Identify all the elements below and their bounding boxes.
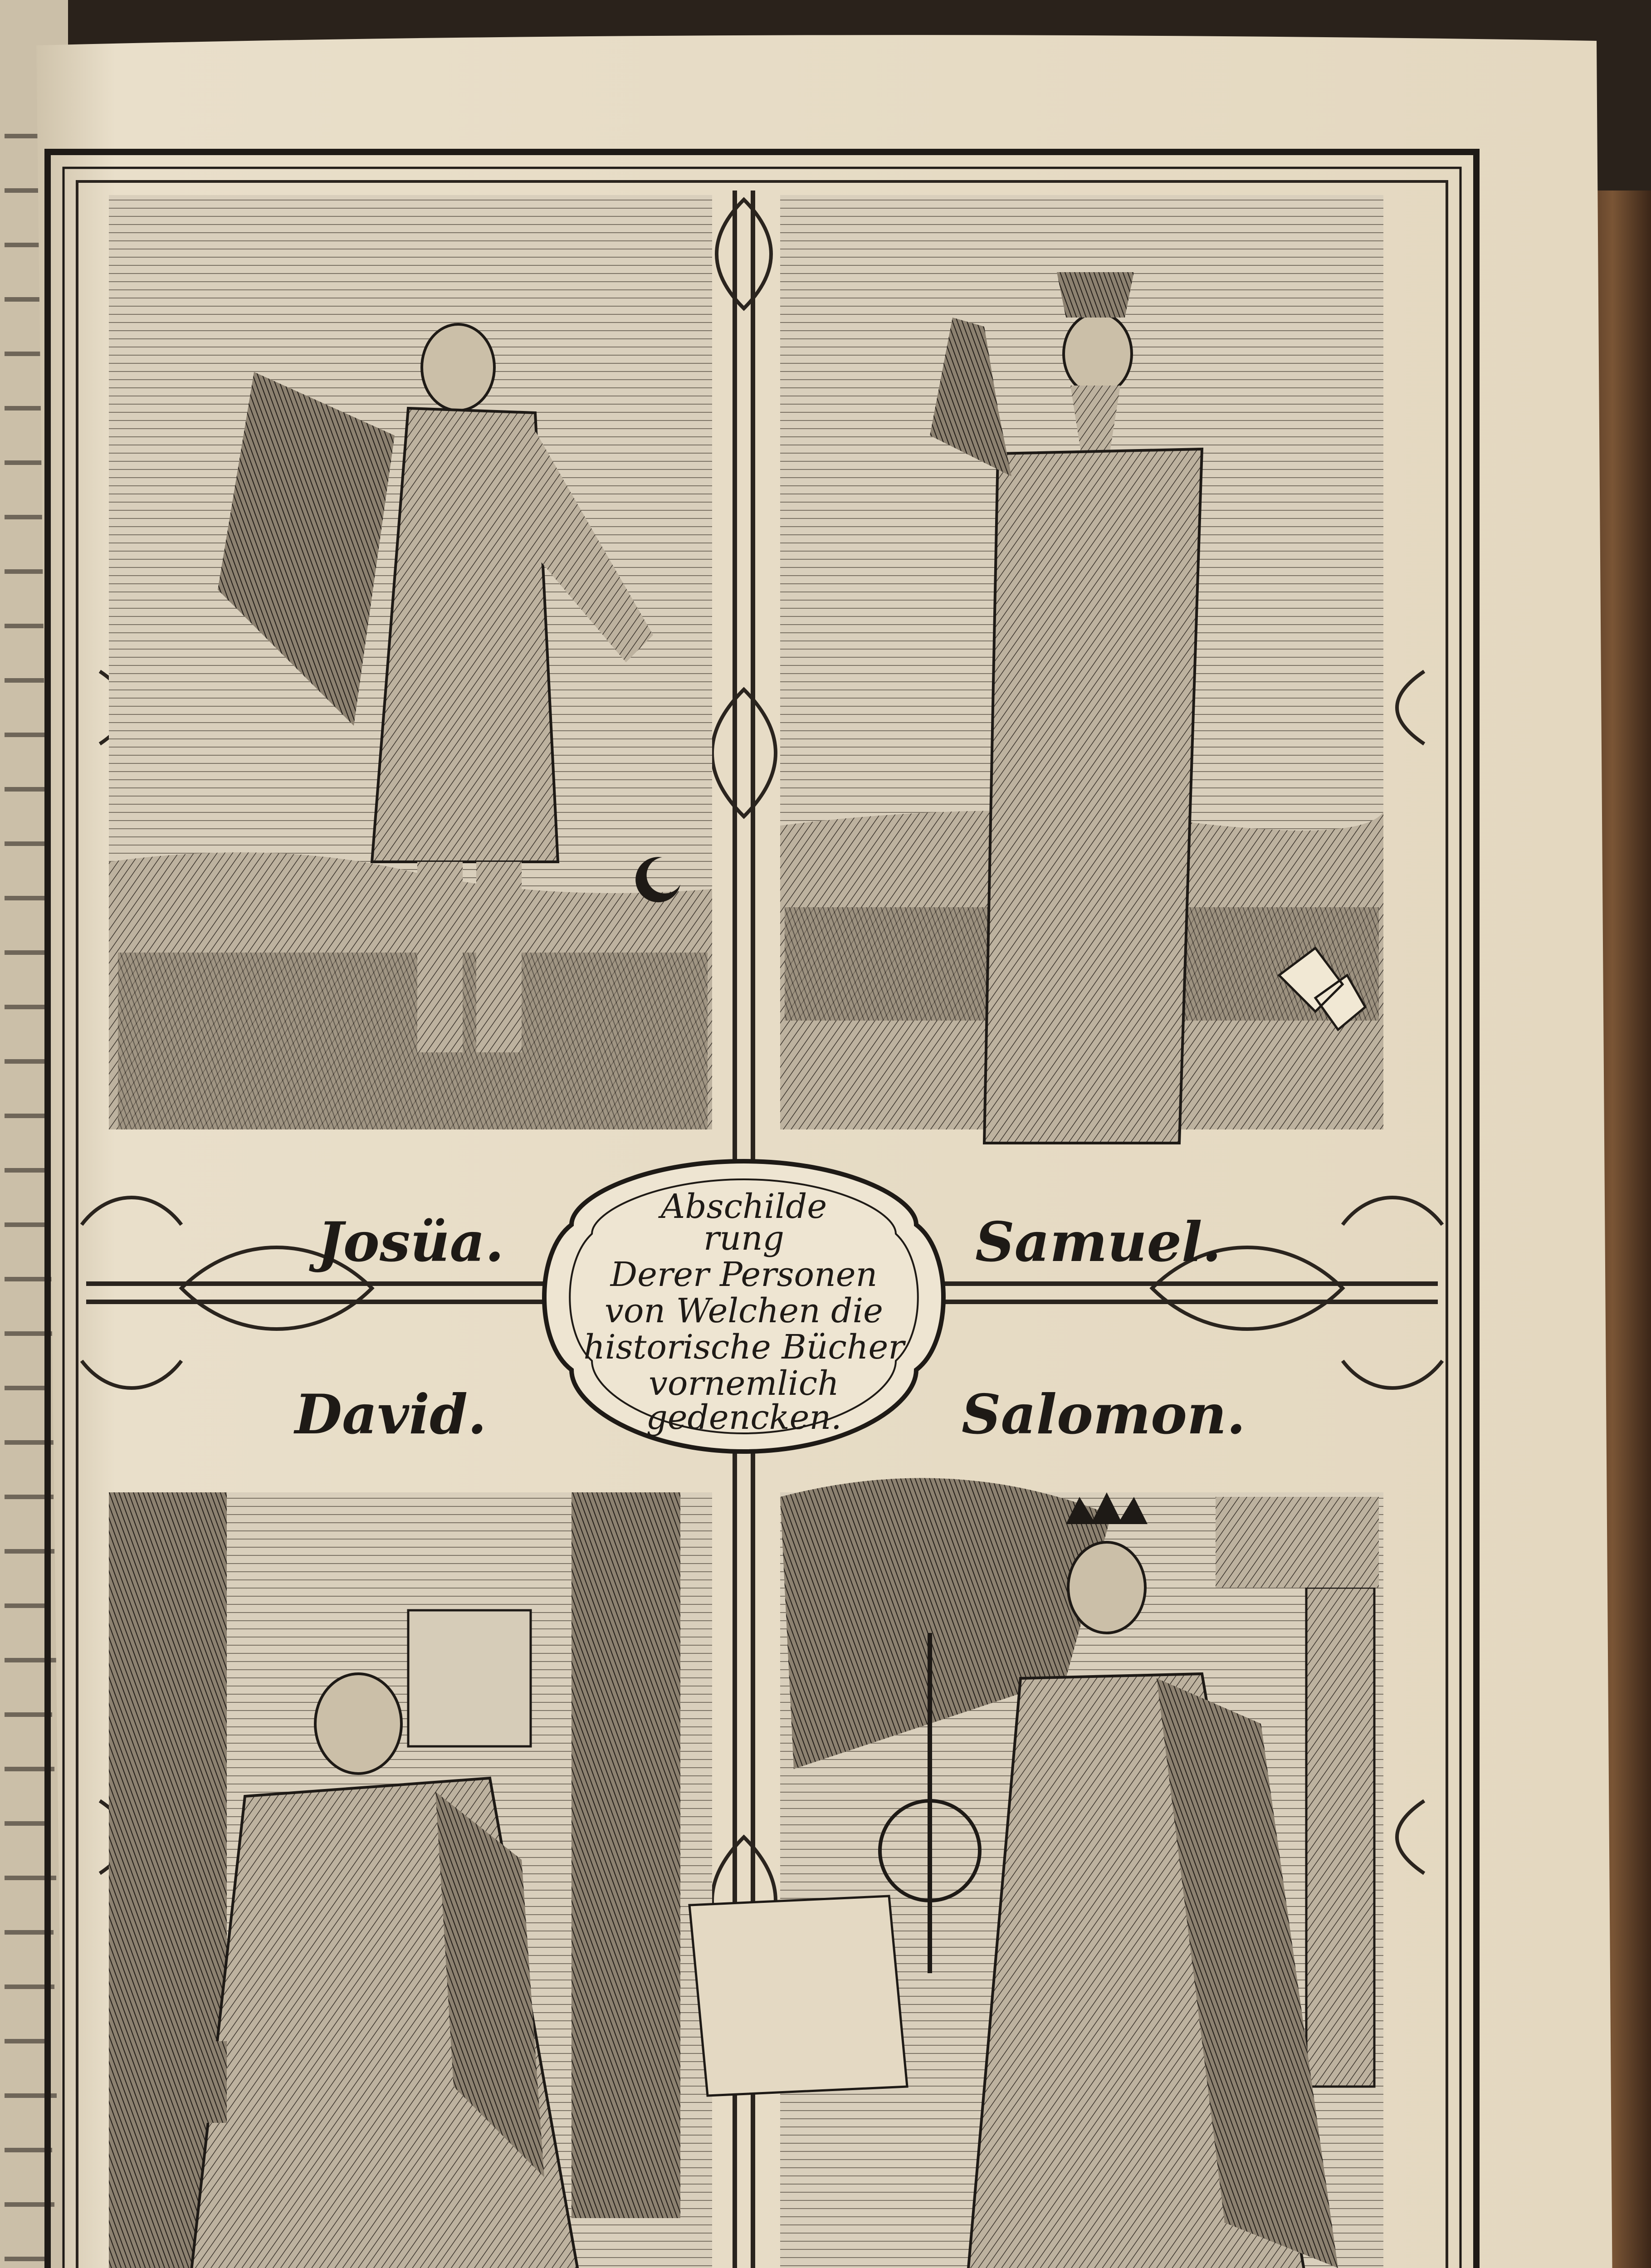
- caption-david: David.: [295, 1383, 487, 1447]
- cartouche-line: von Welchen die: [605, 1291, 883, 1330]
- cartouche-line: historische Bücher: [583, 1328, 904, 1367]
- cartouche-line: rung: [703, 1219, 785, 1258]
- caption-joshua: Josüa.: [318, 1210, 504, 1274]
- panel-joshua: [109, 195, 712, 1129]
- panel-samuel: [780, 195, 1383, 1143]
- cartouche-line: vornemlich: [649, 1364, 839, 1403]
- panel-david: [109, 1492, 712, 2268]
- cartouche-line: Derer Personen: [610, 1255, 878, 1294]
- caption-samuel: Samuel.: [975, 1210, 1221, 1274]
- caption-salomon: Salomon.: [962, 1383, 1246, 1447]
- panel-salomon: [689, 1478, 1383, 2268]
- central-cartouche: [544, 1161, 943, 1452]
- cartouche-line: gedencken.: [646, 1398, 842, 1437]
- cartouche-line: Abschilde: [660, 1187, 827, 1226]
